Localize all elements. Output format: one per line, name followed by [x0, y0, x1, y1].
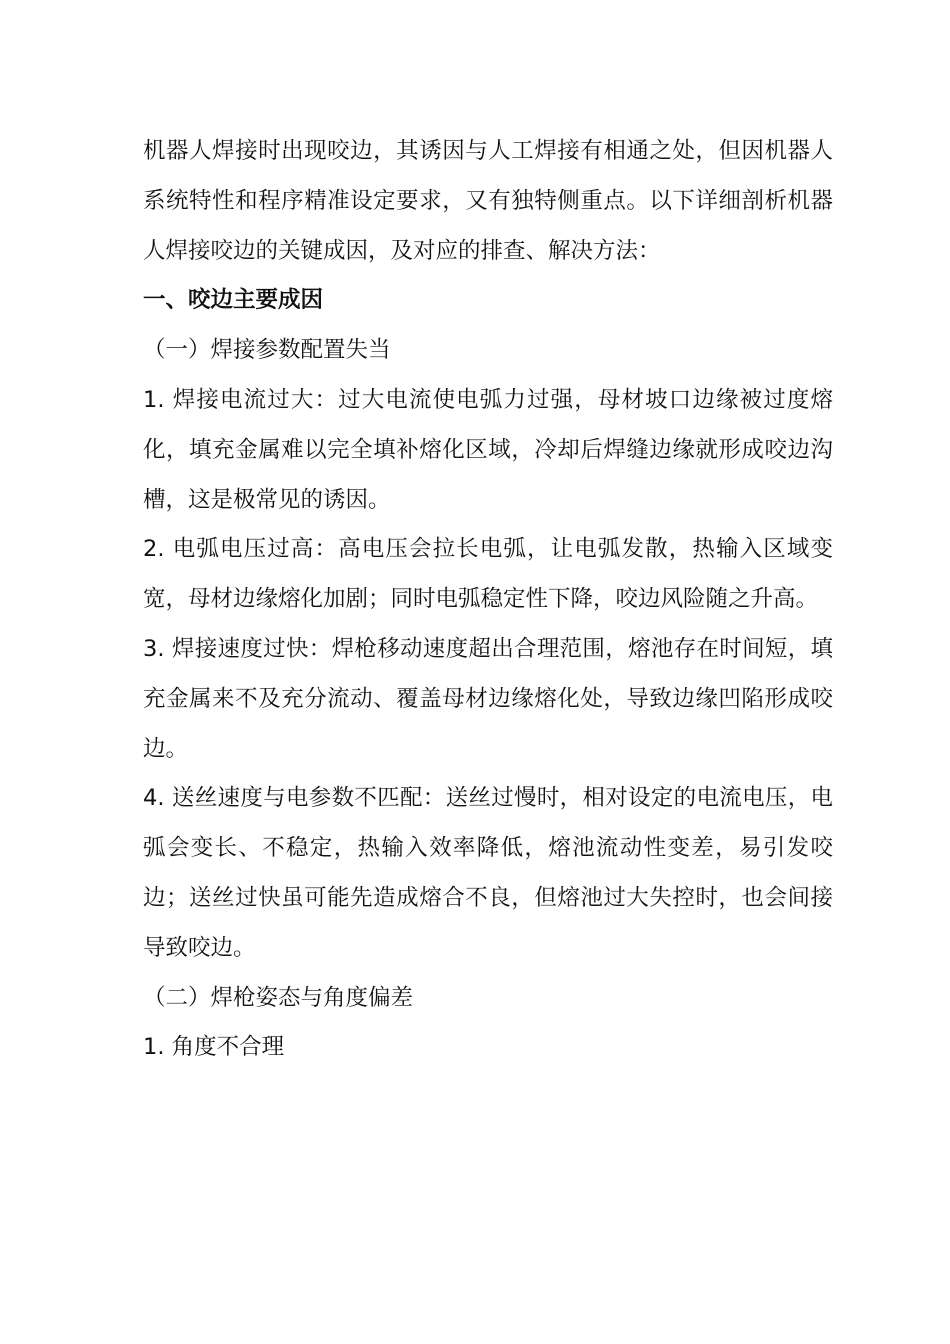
document-body [143, 127, 833, 1073]
list-item-angle: 1. 角度不合理 [143, 1034, 285, 1061]
list-item-voltage: 2. 电弧电压过高：高电压会拉长电弧，让电弧发散，热输入区域变宽，母材边缘熔化加剧；同时电弧稳定性下降，咬边风险随之升高。 [143, 536, 833, 613]
intro-paragraph: 机器人焊接时出现咬边，其诱因与人工焊接有相通之处，但因机器人系统特性和程序精准设定要求，又有独特侧重点。以下详细剖析机器人焊接咬边的关键成因，及对应的排查、解决方法： [143, 138, 833, 264]
subsection-heading-torch: （二）焊枪姿态与角度偏差 [143, 984, 414, 1011]
section-heading-causes: 一、咬边主要成因 [143, 287, 324, 314]
list-item-wire-feed: 4. 送丝速度与电参数不匹配：送丝过慢时，相对设定的电流电压，电弧会变长、不稳定，热输入效率降低，熔池流动性变差，易引发咬边；送丝过快虽可能先造成熔合不良，但熔池过大失控时，也会间接导致咬边。 [143, 785, 833, 961]
list-item-current: 1. 焊接电流过大：过大电流使电弧力过强，母材坡口边缘被过度熔化，填充金属难以完全填补熔化区域，冷却后焊缝边缘就形成咬边沟槽，这是极常见的诱因。 [143, 386, 833, 513]
list-item-speed: 3. 焊接速度过快：焊枪移动速度超出合理范围，熔池存在时间短，填充金属来不及充分流动、覆盖母材边缘熔化处，导致边缘凹陷形成咬边。 [143, 635, 833, 762]
subsection-heading-parameters: （一）焊接参数配置失当 [143, 337, 391, 364]
